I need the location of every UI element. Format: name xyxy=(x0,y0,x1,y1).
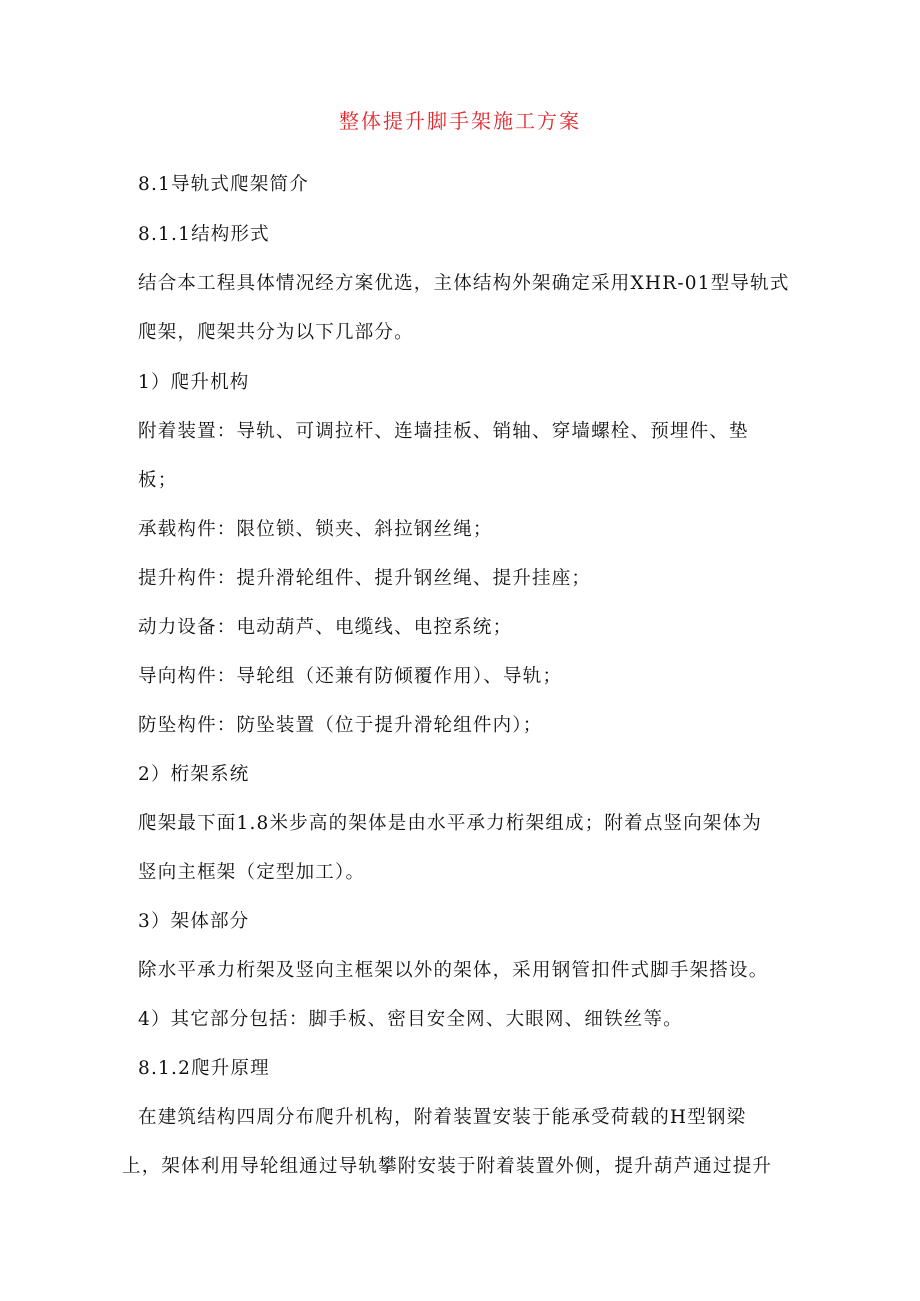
document-title: 整体提升脚手架施工方案 xyxy=(339,109,581,133)
paragraph-line: 竖向主框架（定型加工）。 xyxy=(138,862,366,883)
paragraph-line: 爬架最下面1.8米步高的架体是由水平承力桁架组成；附着点竖向架体为 xyxy=(138,813,763,834)
list-heading-climbing-mechanism: 1）爬升机构 xyxy=(138,372,250,393)
section-heading-8-1-2: 8.1.2爬升原理 xyxy=(138,1058,270,1079)
paragraph-line: 在建筑结构四周分布爬升机构，附着装置安装于能承受荷载的H型钢梁 xyxy=(138,1107,747,1128)
paragraph-line: 防坠构件：防坠装置（位于提升滑轮组件内）； xyxy=(138,715,543,736)
paragraph-line: 提升构件：提升滑轮组件、提升钢丝绳、提升挂座； xyxy=(138,568,592,589)
paragraph-line: 导向构件：导轮组（还兼有防倾覆作用）、导轨； xyxy=(138,666,563,687)
list-heading-truss-system: 2）桁架系统 xyxy=(138,764,250,785)
paragraph-line: 4）其它部分包括：脚手板、密目安全网、大眼网、细铁丝等。 xyxy=(138,1009,683,1030)
paragraph-line: 除水平承力桁架及竖向主框架以外的架体，采用钢管扣件式脚手架搭设。 xyxy=(138,960,769,981)
paragraph-line: 附着装置：导轨、可调拉杆、连墙挂板、销轴、穿墙螺栓、预埋件、垫 xyxy=(138,421,749,442)
section-heading-8-1-1: 8.1.1结构形式 xyxy=(138,224,270,245)
section-heading-8-1: 8.1导轨式爬架简介 xyxy=(138,174,309,195)
list-heading-frame-part: 3）架体部分 xyxy=(138,911,250,932)
paragraph-line: 结合本工程具体情况经方案优选，主体结构外架确定采用XHR-01型导轨式 xyxy=(138,273,790,294)
paragraph-line: 上，架体利用导轮组通过导轨攀附安装于附着装置外侧，提升葫芦通过提升 xyxy=(122,1156,773,1177)
paragraph-line: 承载构件：限位锁、锁夹、斜拉钢丝绳； xyxy=(138,519,493,540)
paragraph-line: 板； xyxy=(138,470,178,491)
paragraph-line: 爬架，爬架共分为以下几部分。 xyxy=(138,322,414,343)
paragraph-line: 动力设备：电动葫芦、电缆线、电控系统； xyxy=(138,617,513,638)
